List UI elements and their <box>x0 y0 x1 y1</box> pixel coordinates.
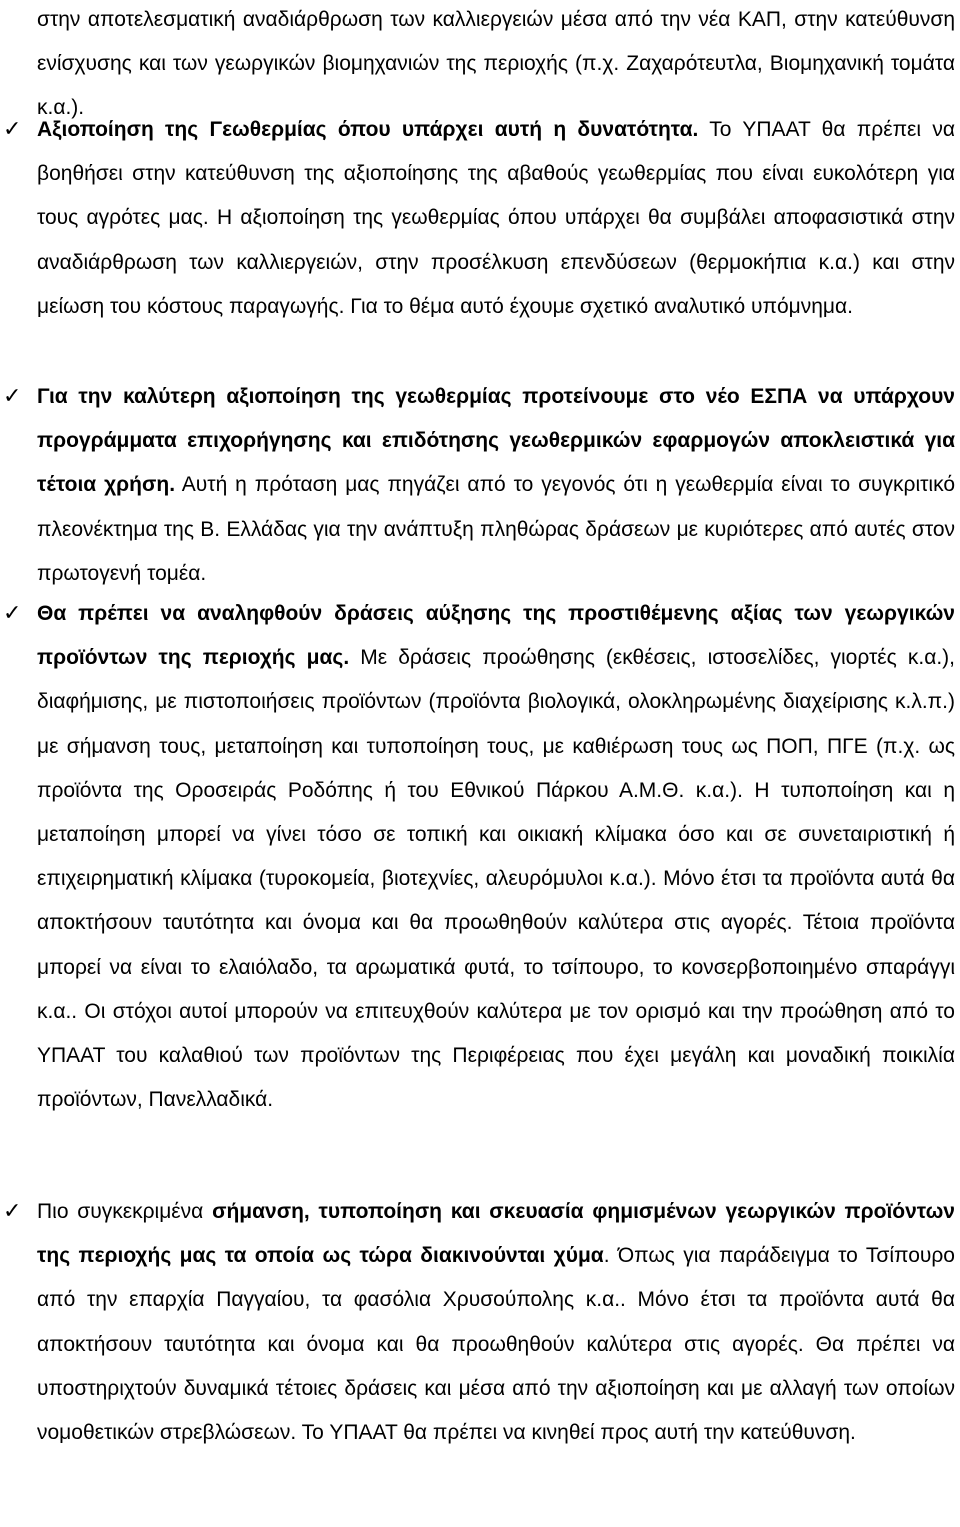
bullet-rest-text: Αυτή η πρόταση μας πηγάζει από το γεγονός ότι η γεωθερμία είναι το συγκριτικό πλεονέκτημα της Β. Ελλάδας για την ανάπτυξη πληθώρας δράσεων με κυριότερες από αυτές στον πρωτογενή τομέα. <box>37 473 956 585</box>
bullet-text <box>37 592 955 1122</box>
bullet-bold-text: σήμανση, τυποποίηση και σκευασία φημισμένων γεωργικών προϊόντων της περιοχής μας τα οποία ως τώρα διακινούνται χύμα <box>37 1200 955 1268</box>
bullet-text <box>37 375 955 596</box>
check-mark-icon: ✓ <box>3 1199 22 1224</box>
bullet-bold-text: Θα πρέπει να αναληφθούν δράσεις αύξησης της προστιθέμενης αξίας των γεωργικών προϊόντων της περιοχής μας. <box>37 602 955 670</box>
intro-paragraph: στην αποτελεσματική αναδιάρθρωση των καλλιεργειών μέσα από την νέα ΚΑΠ, στην κατεύθυνση ενίσχυσης και των γεωργικών βιομηχανιών της περιοχής (π.χ. Ζαχαρότευτλα, Βιομηχανική τομάτα κ.α.). <box>37 8 955 120</box>
bullet-rest-text: . Όπως για παράδειγμα το Τσίπουρο από την επαρχία Παγγαίου, τα φασόλια Χρυσούπολης κ.α.. Μόνο έτσι τα προϊόντα αυτά θα αποκτήσουν ταυτότητα και όνομα και θα προωθηθούν καλύτερα στις αγορές. Θα πρέπει να υποστηριχτούν δυναμικά τέτοιες δράσεις και μέσα από την αξιοποίηση και με αλλαγή των οπoίων νομοθετικών στρεβλώσεων. Το ΥΠΑΑΤ θα πρέπει να κινηθεί προς αυτή την κατεύθυνση. <box>37 1244 955 1445</box>
bullet-bold-text: Για την καλύτερη αξιοποίηση της γεωθερμίας προτείνουμε στο νέο ΕΣΠΑ να υπάρχουν προγράμματα επιχορήγησης και επιδότησης γεωθερμικών εφαρμογών αποκλειστικά για τέτοια χρήση. <box>37 385 955 497</box>
bullet-text <box>37 108 955 329</box>
check-mark-icon: ✓ <box>3 384 22 409</box>
check-mark-icon: ✓ <box>3 117 22 142</box>
bullet-bold-text: Αξιοποίηση της Γεωθερμίας όπου υπάρχει αυτή η δυνατότητα. <box>37 118 699 141</box>
bullet-rest-text: Το ΥΠΑΑΤ θα πρέπει να βοηθήσει στην κατεύθυνση της αξιοποίησης της αβαθούς γεωθερμίας που είναι ευκολότερη για τους αγρότες μας. Η αξιοποίηση της γεωθερμίας όπου υπάρχει θα συμβάλει αποφασιστικά στην αναδιάρθρωση των καλλιεργειών, στην προσέλκυση επενδύσεων (θερμοκήπια κ.α.) και στην μείωση του κόστους παραγωγής. Για το θέμα αυτό έχουμε σχετικό αναλυτικό υπόμνημα. <box>37 118 955 318</box>
bullet-lead-text: Πιο συγκεκριμένα <box>37 1200 213 1223</box>
bullet-text <box>37 1190 955 1455</box>
check-mark-icon: ✓ <box>3 601 22 626</box>
bullet-rest-text: Με δράσεις προώθησης (εκθέσεις, ιστοσελίδες, γιορτές κ.α.), διαφήμισης, με πιστοποιήσεις προϊόντων (προϊόντα βιολογικά, ολοκληρωμένης διαχείρισης κ.λ.π.) με σήμανση τους, μεταποίηση και τυποποίηση τους, με καθιέρωση τους ως ΠΟΠ, ΠΓΕ (π.χ. ως προϊόντα της Οροσειράς Ροδόπης ή του Εθνικού Πάρκου Α.Μ.Θ. κ.α.). Η τυποποίηση και η μεταποίηση μπορεί να γίνει τόσο σε τοπική και οικιακή κλίμακα όσο και σε συνεταιριστική ή επιχειρηματική κλίμακα (τυροκομεία, βιοτεχνίες, αλευρόμυλοι κ.α.). Μόνο έτσι τα προϊόντα αυτά θα αποκτήσουν ταυτότητα και όνομα και θα προωθηθούν καλύτερα στις αγορές. Τέτοια προϊόντα μπορεί να είναι το ελαιόλαδο, τα αρωματικά φυτά, το τσίπουρο, το κονσερβοποιημένο σπαράγγι κ.α.. Οι στόχοι αυτοί μπορούν να επιτευχθούν καλύτερα με τον ορισμό και την προώθηση από το ΥΠΑΑΤ του καλαθιού των προϊόντων της Περιφέρειας που έχει μεγάλη και μοναδική ποικιλία προϊόντων, Πανελλαδικά. <box>37 646 956 1112</box>
